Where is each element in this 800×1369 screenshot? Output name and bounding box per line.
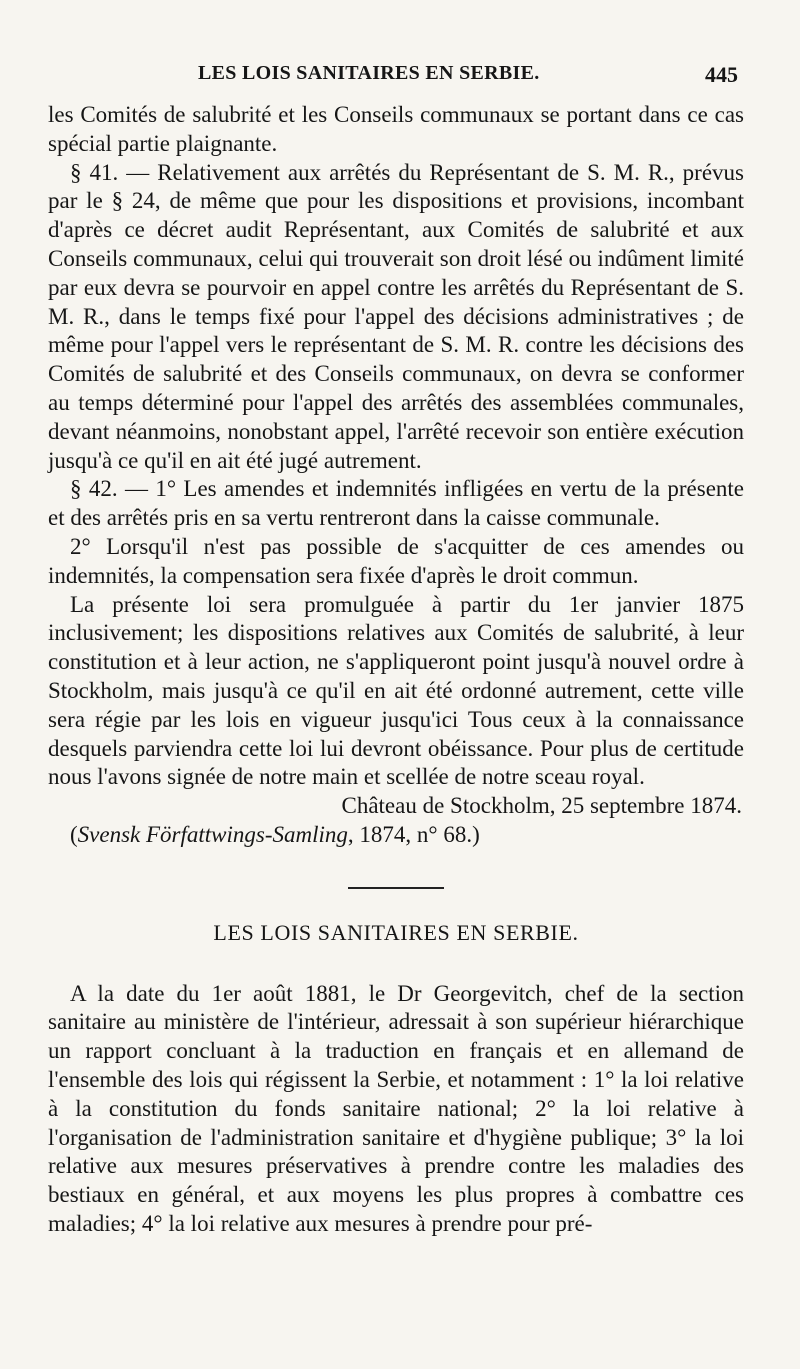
source-citation [48,821,744,850]
source-details: , 1874, n° 68.) [347,821,480,847]
source-journal: Svensk Författwings-Samling [77,821,348,847]
source-open-paren: ( [70,821,78,847]
page-number: 445 [705,62,738,87]
section-title: LES LOIS SANITAIRES EN SERBIE. [213,919,579,945]
paragraph-promulgation: La présente loi sera promulguée à partir du 1er janvier 1875 inclusivement; les dispositions relatives aux Comités de salubrité, à leur constitution et à leur action, ne s'appliqueront point jusqu'à nouvel ordre à Stockholm, mais jusqu'à ce qu'il en ait été ordonné autrement, cette ville sera régie par les lois en vigueur jusqu'ici Tous ceux à la connaissance desquels parviendra cette loi lui devront obéissance. Pour plus de certitude nous l'avons signée de notre main et scellée de notre sceau royal. [48,591,744,790]
page-header [50,62,744,92]
signature-line: Château de Stockholm, 25 septembre 1874. [341,793,742,819]
paragraph-article-42: § 42. — 1° Les amendes et indemnités infligées en vertu de la présente et des arrêtés pris en sa vertu rentreront dans la caisse communale. [48,476,744,531]
running-title: LES LOIS SANITAIRES EN SERBIE. [198,62,540,84]
page-body [48,101,744,1239]
paragraph-article-42-2: 2° Lorsqu'il n'est pas possible de s'acquitter de ces amendes ou indemnités, la compensation sera fixée d'après le droit commun. [48,533,744,588]
paragraph-article-41: § 41. — Relativement aux arrêtés du Représentant de S. M. R., prévus par le § 24, de même que pour les dispositions et provisions, incombant d'après ce décret audit Représentant, aux Comités de salubrité et aux Conseils communaux, celui qui trouverait son droit lésé ou indûment limité par eux devra se pourvoir en appel contre les arrêtés du Représentant de S. M. R., dans le temps fixé pour l'appel des décisions administratives ; de même pour l'appel vers le représentant de S. M. R. contre les décisions des Comités de salubrité et des Conseils communaux, on devra se conformer au temps déterminé pour l'appel des arrêtés des assemblées communales, devant néanmoins, nonobstant appel, l'arrêté recevoir son entière exécution jusqu'à ce qu'il en ait été jugé autrement. [48,159,744,473]
paragraph-serbia-intro: A la date du 1er août 1881, le Dr Georgevitch, chef de la section sanitaire au ministère de l'intérieur, adressait à son supérieur hiérarchique un rapport concluant à la traduction en français et en allemand de l'ensemble des lois qui régissent la Serbie, et notamment : 1° la loi relative à la constitution du fonds sanitaire national; 2° la loi relative à l'organisation de l'administration sanitaire et d'hygiène publique; 3° la loi relative aux mesures préservatives à prendre contre les maladies des bestiaux en général, et aux moyens les plus propres à combattre ces maladies; 4° la loi relative aux mesures à prendre pour pré- [48,980,744,1236]
section-divider [348,887,444,889]
paragraph-continuation: les Comités de salubrité et les Conseils communaux se portant dans ce cas spécial partie plaignante. [48,102,744,156]
